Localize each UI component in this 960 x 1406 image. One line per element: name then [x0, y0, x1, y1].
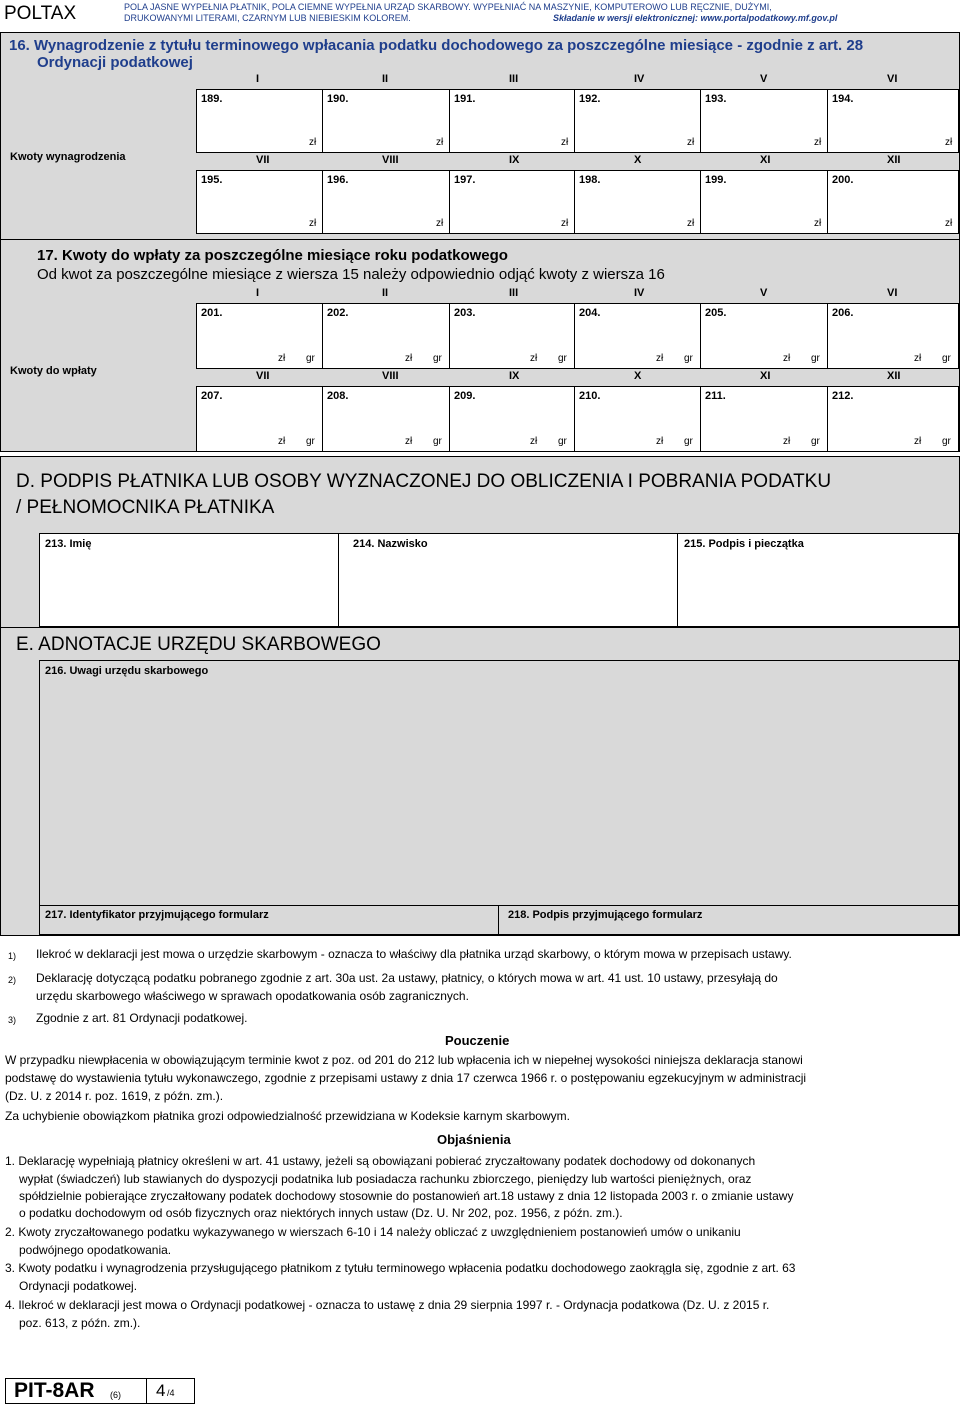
month-header — [322, 286, 449, 302]
field-number: 191. — [454, 93, 476, 105]
month-header — [196, 369, 322, 385]
objasnienia-heading: Objaśnienia — [437, 1132, 511, 1147]
unit-gr: gr — [306, 353, 315, 364]
field-number: 207. — [201, 390, 223, 402]
month-label: VII — [256, 370, 270, 382]
field-215-label: 215. Podpis i pieczątka — [684, 538, 804, 550]
field-number: 211. — [705, 390, 726, 402]
amount-field[interactable] — [700, 89, 828, 153]
header-notice-line2: DRUKOWANYMI LITERAMI, CZARNYM LUB NIEBIESKIM KOLOREM. — [124, 13, 411, 23]
unit-zl: zł — [914, 353, 922, 364]
objasnienia-line-9: 4. Ilekroć w deklaracji jest mowa o Ordynacji podatkowej - oznacza to ustawę z dnia 29 sierpnia 1997 r. - Ordynacja podatkowa (Dz. U. z 2015 r. — [5, 1298, 770, 1312]
pouczenie-line-4: Za uchybienie obowiązkom płatnika grozi odpowiedzialność przewidziana w Kodeksie karnym skarbowym. — [5, 1109, 570, 1123]
objasnienia-line-10: poz. 613, z późn. zm.). — [19, 1316, 141, 1330]
field-number: 197. — [454, 174, 476, 186]
unit-gr: gr — [942, 353, 951, 364]
amount-field[interactable] — [574, 386, 701, 452]
pouczenie-line-3: (Dz. U. z 2014 r. poz. 1619, z późn. zm.). — [5, 1089, 224, 1103]
month-header — [196, 153, 322, 169]
field-number: 206. — [832, 307, 854, 319]
amount-field[interactable] — [700, 303, 828, 369]
field-number: 199. — [705, 174, 727, 186]
footnote-1-text: Ilekroć w deklaracji jest mowa o urzędzie skarbowym - oznacza to właściwy dla płatnika urząd skarbowy, o którym mowa w przepisach ustawy. — [36, 947, 792, 961]
field-number: 196. — [327, 174, 349, 186]
unit-zl: zł — [945, 137, 953, 148]
month-header — [700, 72, 827, 88]
field-number: 195. — [201, 174, 223, 186]
month-header — [700, 286, 827, 302]
unit-zl: zł — [309, 137, 317, 148]
unit-gr: gr — [684, 353, 693, 364]
footnote-3-num: 3) — [8, 1015, 17, 1025]
unit-zl: zł — [278, 436, 286, 447]
unit-zl: zł — [561, 137, 569, 148]
unit-zl: zł — [309, 218, 317, 229]
unit-zl: zł — [278, 353, 286, 364]
month-header — [322, 72, 449, 88]
amount-field[interactable] — [322, 89, 450, 153]
field-number: 193. — [705, 93, 727, 105]
unit-zl: zł — [436, 218, 444, 229]
amount-field[interactable] — [700, 386, 828, 452]
field-number: 204. — [579, 307, 601, 319]
form-badge — [5, 1378, 195, 1404]
unit-gr: gr — [942, 436, 951, 447]
section-16-title-line2: Ordynacji podatkowej — [37, 54, 193, 71]
field-217-label: 217. Identyfikator przyjmującego formularz — [45, 909, 269, 921]
month-header — [449, 153, 574, 169]
unit-gr: gr — [558, 436, 567, 447]
section-d-title-line1: D. PODPIS PŁATNIKA LUB OSOBY WYZNACZONEJ DO OBLICZENIA I POBRANIA PODATKU — [16, 471, 832, 492]
field-216-remarks — [39, 660, 959, 906]
month-label: XII — [887, 370, 901, 382]
month-header — [574, 286, 700, 302]
month-label: I — [256, 287, 260, 299]
row-label-kwoty-do-wplaty: Kwoty do wpłaty — [10, 365, 97, 377]
amount-field[interactable] — [574, 89, 701, 153]
month-label: VIII — [382, 370, 399, 382]
amount-field[interactable] — [322, 386, 450, 452]
section-17-subtitle: Od kwot za poszczególne miesiące z wiersza 15 należy odpowiednio odjąć kwoty z wiersza 16 — [37, 266, 665, 283]
month-label: IX — [509, 370, 520, 382]
amount-field[interactable] — [449, 386, 575, 452]
unit-zl: zł — [530, 436, 538, 447]
field-number: 192. — [579, 93, 601, 105]
field-214-label: 214. Nazwisko — [353, 538, 428, 550]
month-header — [700, 369, 827, 385]
objasnienia-line-4: o podatku dochodowym od osób fizycznych oraz niektórych innych ustaw (Dz. U. Nr 202, poz. 1956, z późn. zm.). — [19, 1206, 623, 1220]
amount-field[interactable] — [196, 89, 323, 153]
field-213-label: 213. Imię — [45, 538, 92, 550]
month-label: I — [256, 73, 260, 85]
unit-gr: gr — [811, 436, 820, 447]
field-number: 189. — [201, 93, 223, 105]
month-header — [700, 153, 827, 169]
field-216-label: 216. Uwagi urzędu skarbowego — [45, 665, 209, 677]
row-label-kwoty-wynagrodzenia: Kwoty wynagrodzenia — [10, 151, 126, 163]
month-label: VI — [887, 73, 898, 85]
section-d — [0, 456, 960, 628]
poltax-logo: POLTAX — [4, 3, 77, 24]
amount-field[interactable] — [196, 303, 323, 369]
section-16-title-line1: 16. Wynagrodzenie z tytułu terminowego wpłacania podatku dochodowego za poszczególne miesiące - zgodnie z art. 28 — [9, 37, 864, 54]
footnote-3-text: Zgodnie z art. 81 Ordynacji podatkowej. — [36, 1011, 248, 1025]
field-number: 198. — [579, 174, 601, 186]
field-number: 194. — [832, 93, 854, 105]
amount-field[interactable] — [574, 170, 701, 234]
amount-field[interactable] — [449, 89, 575, 153]
amount-field[interactable] — [449, 170, 575, 234]
amount-field[interactable] — [700, 170, 828, 234]
field-213-first-name[interactable] — [39, 533, 339, 627]
month-label: XI — [760, 154, 771, 166]
month-header — [574, 72, 700, 88]
month-label: III — [509, 287, 519, 299]
unit-zl: zł — [405, 353, 413, 364]
unit-zl: zł — [656, 353, 664, 364]
unit-zl: zł — [814, 218, 822, 229]
field-218-signature — [498, 905, 959, 935]
month-header — [827, 369, 958, 385]
section-d-title-line2: / PEŁNOMOCNIKA PŁATNIKA — [16, 497, 275, 518]
pouczenie-line-2: podstawę do wystawienia tytułu wykonawczego, zgodnie z przepisami ustawy z dnia 17 czerwca 1966 r. o postępowaniu egzekucyjnym w administracji — [5, 1071, 807, 1085]
field-number: 201. — [201, 307, 223, 319]
form-name: PIT-8AR — [14, 1379, 95, 1402]
month-label: VI — [887, 287, 898, 299]
month-label: X — [634, 370, 642, 382]
footnote-2-num: 2) — [8, 975, 17, 985]
footnote-1-num: 1) — [8, 951, 17, 961]
month-label: II — [382, 73, 389, 85]
field-number: 210. — [579, 390, 601, 402]
form-name-box — [6, 1379, 147, 1403]
month-label: II — [382, 287, 389, 299]
field-number: 203. — [454, 307, 476, 319]
header-electronic: Składanie w wersji elektronicznej: www.portalpodatkowy.mf.gov.pl — [553, 13, 838, 23]
unit-gr: gr — [306, 436, 315, 447]
month-label: III — [509, 73, 519, 85]
amount-field[interactable] — [827, 170, 959, 234]
field-214-surname[interactable] — [338, 533, 678, 627]
amount-field[interactable] — [827, 89, 959, 153]
objasnienia-line-5: 2. Kwoty zryczałtowanego podatku wykazywanego w wierszach 6-10 i 14 należy obliczać z uwzględnieniem postanowień umów o unikaniu — [5, 1225, 741, 1239]
unit-zl: zł — [656, 436, 664, 447]
unit-gr: gr — [433, 353, 442, 364]
field-number: 212. — [832, 390, 854, 402]
page-number: 4 — [156, 1381, 166, 1400]
month-label: V — [760, 287, 768, 299]
month-label: IV — [634, 73, 645, 85]
unit-zl: zł — [405, 436, 413, 447]
month-label: IX — [509, 154, 520, 166]
page-total: /4 — [167, 1388, 175, 1398]
section-17-title: 17. Kwoty do wpłaty za poszczególne miesiące roku podatkowego — [37, 247, 508, 264]
month-label: V — [760, 73, 768, 85]
field-number: 209. — [454, 390, 476, 402]
unit-zl: zł — [530, 353, 538, 364]
month-header — [449, 369, 574, 385]
objasnienia-line-7: 3. Kwoty podatku i wynagrodzenia przysługującego płatnikom z tytułu terminowego wpłacenia podatku dochodowego zaokrągla się, zgodnie z art. 63 — [5, 1261, 796, 1275]
month-header — [196, 286, 322, 302]
amount-field[interactable] — [196, 170, 323, 234]
unit-zl: zł — [436, 137, 444, 148]
objasnienia-line-2: wypłat (świadczeń) lub stawianych do dyspozycji podatnika lub posiadacza rachunku zbiorczego, pieniędzy lub wartości pieniężnych, oraz — [19, 1172, 752, 1186]
unit-zl: zł — [914, 436, 922, 447]
header-notice-line1: POLA JASNE WYPEŁNIA PŁATNIK, POLA CIEMNE WYPEŁNIA URZĄD SKARBOWY. WYPEŁNIAĆ NA MASZYNIE, KOMPUTEROWO LUB RĘCZNIE, DUŻYMI, — [124, 2, 772, 12]
month-header — [574, 153, 700, 169]
field-number: 190. — [327, 93, 349, 105]
month-label: VIII — [382, 154, 399, 166]
month-header — [449, 72, 574, 88]
amount-field[interactable] — [322, 303, 450, 369]
header-bar — [0, 0, 960, 28]
unit-zl: zł — [783, 436, 791, 447]
unit-zl: zł — [687, 137, 695, 148]
unit-zl: zł — [561, 218, 569, 229]
objasnienia-line-6: podwójnego opodatkowania. — [19, 1243, 172, 1257]
unit-gr: gr — [558, 353, 567, 364]
pouczenie-line-1: W przypadku niewpłacenia w obowiązującym terminie kwot z poz. od 201 do 212 lub wpłacenia ich w niepełnej wysokości niniejsza deklaracja stanowi — [5, 1053, 803, 1067]
amount-field[interactable] — [827, 303, 959, 369]
field-217-identifier — [39, 905, 499, 935]
amount-field[interactable] — [827, 386, 959, 452]
section-e — [0, 627, 960, 936]
objasnienia-line-3: spółdzielnie pobierające zryczałtowany podatek dochodowy stosownie do postanowień art.18 ustawy z dnia 12 listopada 2003 r. o zmianie ustawy — [19, 1189, 794, 1203]
field-215-signature[interactable] — [677, 533, 959, 627]
unit-zl: zł — [945, 218, 953, 229]
month-label: IV — [634, 287, 645, 299]
objasnienia-line-8: Ordynacji podatkowej. — [19, 1279, 138, 1293]
month-label: X — [634, 154, 642, 166]
form-version: (6) — [110, 1390, 121, 1400]
month-header — [196, 72, 322, 88]
amount-field[interactable] — [196, 386, 323, 452]
month-header — [827, 153, 958, 169]
amount-field[interactable] — [574, 303, 701, 369]
unit-zl: zł — [814, 137, 822, 148]
month-header — [827, 286, 958, 302]
unit-gr: gr — [684, 436, 693, 447]
field-218-label: 218. Podpis przyjmującego formularz — [508, 909, 703, 921]
month-header — [827, 72, 958, 88]
amount-field[interactable] — [322, 170, 450, 234]
unit-zl: zł — [687, 218, 695, 229]
objasnienia-line-1: 1. Deklarację wypełniają płatnicy określeni w art. 41 ustawy, jeżeli są obowiązani pobierać zryczałtowany podatek dochodowy od dokonanych — [5, 1154, 756, 1168]
section-e-title: E. ADNOTACJE URZĘDU SKARBOWEGO — [16, 634, 381, 655]
month-label: XII — [887, 154, 901, 166]
month-label: VII — [256, 154, 270, 166]
month-header — [449, 286, 574, 302]
footnote-2-text: Deklarację dotyczącą podatku pobranego zgodnie z art. 30a ust. 2a ustawy, płatnicy, o których mowa w art. 41 ust. 10 ustawy, przesyłają do — [36, 971, 778, 985]
field-number: 205. — [705, 307, 727, 319]
field-number: 200. — [832, 174, 854, 186]
pouczenie-heading: Pouczenie — [445, 1033, 510, 1048]
unit-gr: gr — [811, 353, 820, 364]
month-header — [322, 369, 449, 385]
unit-zl: zł — [783, 353, 791, 364]
month-header — [322, 153, 449, 169]
month-label: XI — [760, 370, 771, 382]
amount-field[interactable] — [449, 303, 575, 369]
month-header — [574, 369, 700, 385]
unit-gr: gr — [433, 436, 442, 447]
field-number: 202. — [327, 307, 349, 319]
field-number: 208. — [327, 390, 349, 402]
footnote-2-text-cont: urzędu skarbowego właściwego w sprawach opodatkowania osób zagranicznych. — [36, 989, 469, 1003]
